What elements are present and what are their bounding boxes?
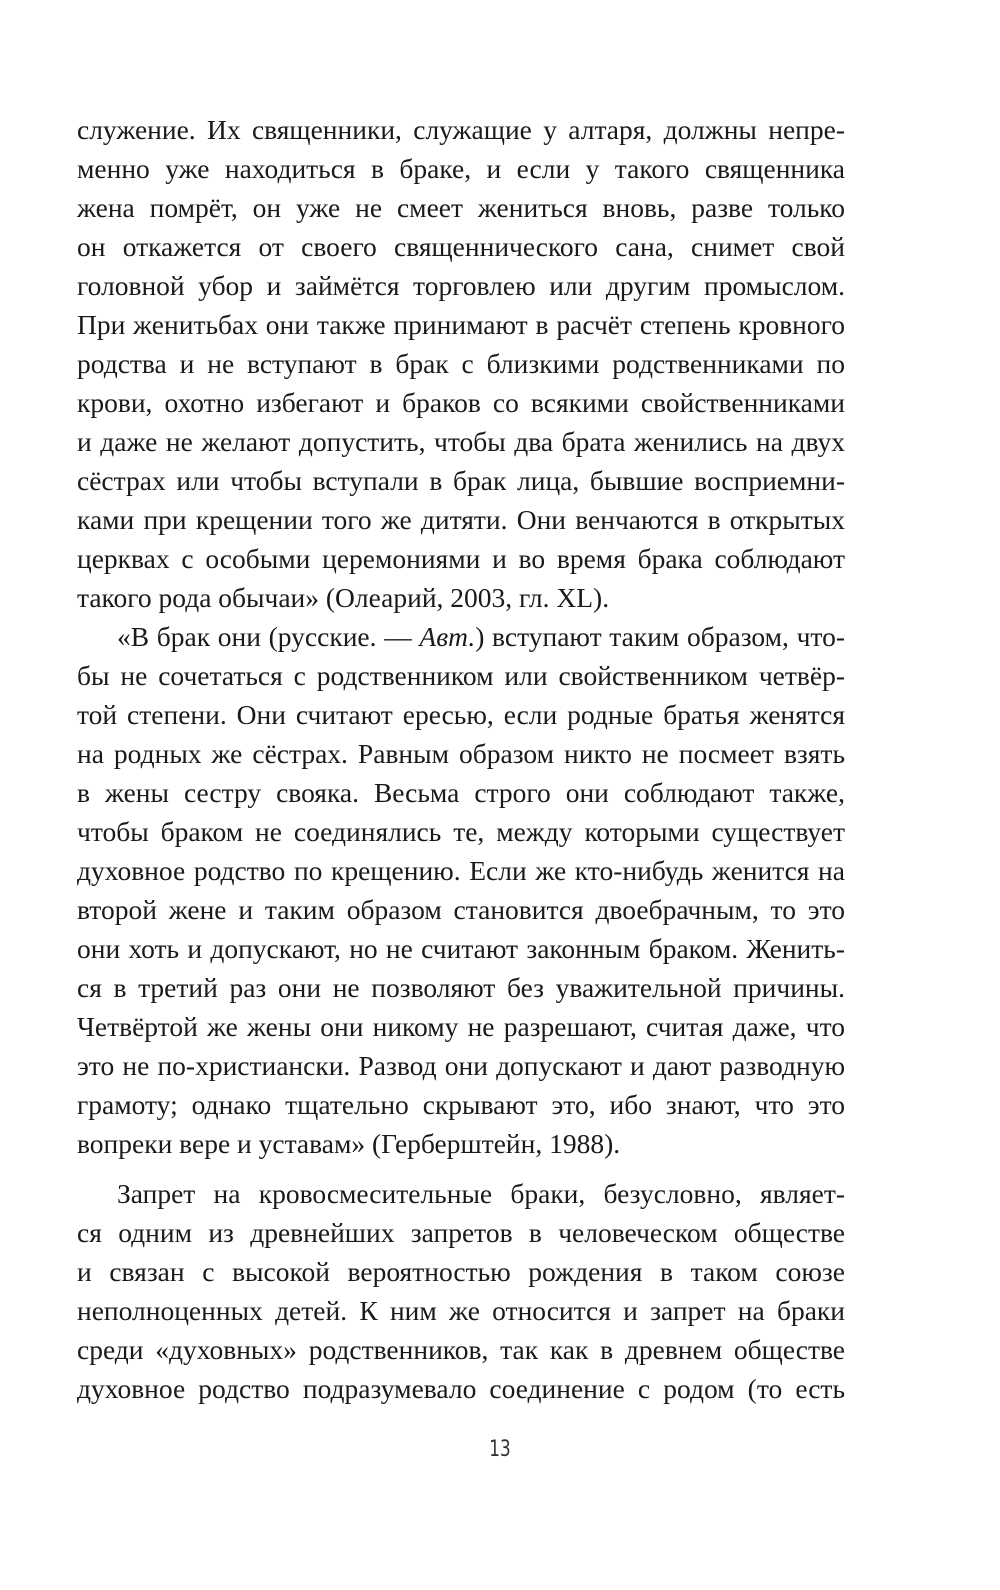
paragraph-2 <box>77 617 845 1163</box>
text-line: и даже не желают допустить, чтобы два брата женились на двух <box>77 426 845 457</box>
paragraph-1 <box>77 110 845 617</box>
text-line: грамоту; однако тщательно скрывают это, ибо знают, что это <box>77 1089 845 1120</box>
text-line: и связан с высокой вероятностью рождения в таком союзе <box>77 1256 845 1287</box>
text-line: такого рода обычаи» (Олеарий, 2003, гл. XL). <box>77 582 610 613</box>
page-number: 13 <box>489 1437 511 1462</box>
text-line: крови, охотно избегают и браков со всякими свойственниками <box>77 387 845 418</box>
text-line: сёстрах или чтобы вступали в брак лица, бывшие восприемни- <box>77 465 845 496</box>
text-line: они хоть и допускают, но не считают законным браком. Женить- <box>77 933 845 964</box>
italic-abbreviation: Авт. <box>419 621 476 652</box>
text-line-first: Запрет на кровосмесительные браки, безусловно, являет- <box>117 1178 845 1209</box>
text-line: это не по-христиански. Развод они допускают и дают разводную <box>77 1050 845 1081</box>
paragraph-gap <box>77 1163 845 1174</box>
text-line: ся в третий раз они не позволяют без уважительной причины. <box>77 972 845 1003</box>
text-line: родства и не вступают в брак с близкими родственниками по <box>77 348 845 379</box>
text-line: он откажется от своего священнического сана, снимет свой <box>77 231 845 262</box>
text-line: При женитьбах они также принимают в расчёт степень кровного <box>77 309 845 340</box>
text-line: вопреки вере и уставам» (Герберштейн, 1988). <box>77 1128 621 1159</box>
text-line: духовное родство подразумевало соединение с родом (то есть <box>77 1373 845 1404</box>
text-segment: ) вступают таким образом, что- <box>475 621 845 652</box>
text-line: менно уже находиться в браке, и если у такого священника <box>77 153 845 184</box>
text-line: ками при крещении того же дитяти. Они венчаются в открытых <box>77 504 845 535</box>
text-line: на родных же сёстрах. Равным образом никто не посмеет взять <box>77 738 845 769</box>
text-line: второй жене и таким образом становится двоебрачным, то это <box>77 894 845 925</box>
text-line: бы не сочетаться с родственником или свойственником четвёр- <box>77 660 845 691</box>
text-line-first <box>77 617 845 656</box>
text-line: ся одним из древнейших запретов в человеческом обществе <box>77 1217 845 1248</box>
text-line: неполноценных детей. К ним же относится и запрет на браки <box>77 1295 845 1326</box>
text-line: служение. Их священники, служащие у алтаря, должны непре- <box>77 114 845 145</box>
text-line: среди «духовных» родственников, так как в древнем обществе <box>77 1334 845 1365</box>
text-line: в жены сестру свояка. Весьма строго они соблюдают также, <box>77 777 845 808</box>
text-line: Четвёртой же жены они никому не разрешают, считая даже, что <box>77 1011 845 1042</box>
text-line: церквах с особыми церемониями и во время брака соблюдают <box>77 543 845 574</box>
text-line: головной убор и займётся торговлею или другим промыслом. <box>77 270 845 301</box>
body-text <box>77 110 845 1408</box>
text-line: чтобы браком не соединялись те, между которыми существует <box>77 816 845 847</box>
text-segment: «В брак они (русские. — <box>117 621 420 652</box>
text-line: жена помрёт, он уже не смеет жениться вновь, разве только <box>77 192 845 223</box>
text-line: духовное родство по крещению. Если же кто-нибудь женится на <box>77 855 845 886</box>
text-line: той степени. Они считают ересью, если родные братья женятся <box>77 699 845 730</box>
paragraph-3 <box>77 1174 845 1408</box>
